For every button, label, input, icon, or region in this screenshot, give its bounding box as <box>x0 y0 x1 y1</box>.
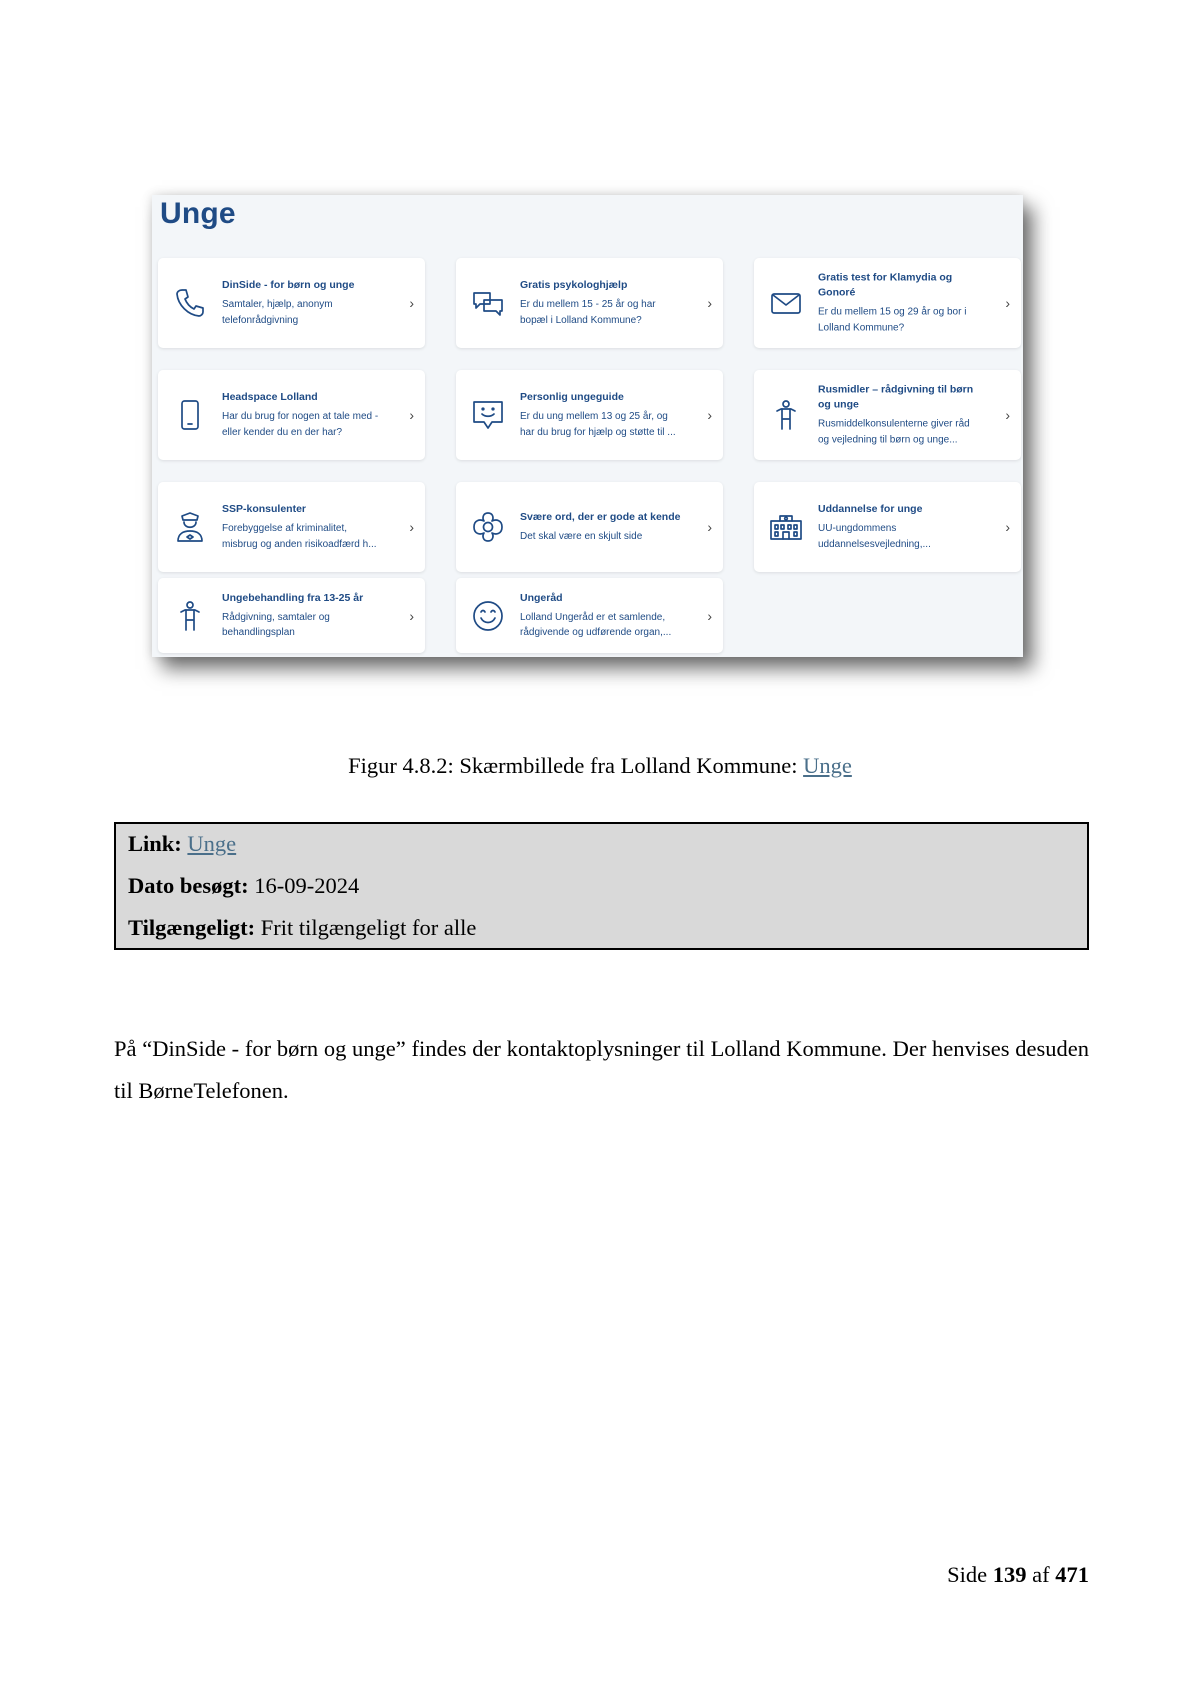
card-description: Er du mellem 15 - 25 år og har <box>520 299 656 310</box>
card-title: og unge <box>818 398 859 411</box>
page-prefix: Side <box>947 1562 988 1587</box>
chevron-right-icon: › <box>1005 295 1010 311</box>
card-uddannelse[interactable] <box>754 482 1021 572</box>
chevron-right-icon: › <box>1005 407 1010 423</box>
chevron-right-icon: › <box>707 407 712 423</box>
card-description: Er du mellem 15 og 29 år og bor i <box>818 306 967 318</box>
card-klamydia-test[interactable] <box>754 258 1021 348</box>
card-title: SSP-konsulenter <box>222 503 307 515</box>
smiley-icon <box>470 598 506 634</box>
card-description: rådgivende og udførende organ,... <box>520 627 672 638</box>
chevron-right-icon: › <box>707 607 712 624</box>
page-current: 139 <box>992 1562 1027 1587</box>
caption-text: Figur 4.8.2: Skærmbillede fra Lolland Kommune: <box>348 753 804 778</box>
flower-icon <box>470 509 506 545</box>
card-description: og vejledning til børn og unge... <box>818 434 958 445</box>
info-access-value: Frit tilgængeligt for alle <box>260 915 477 940</box>
info-date-value: 16-09-2024 <box>254 873 360 898</box>
person-icon <box>768 397 804 433</box>
officer-icon <box>172 509 208 545</box>
card-title: Gratis test for Klamydia og <box>818 271 953 284</box>
card-title: Ungebehandling fra 13-25 år <box>222 591 364 604</box>
card-title: Gratis psykologhjælp <box>520 279 628 291</box>
card-description: Samtaler, hjælp, anonym <box>222 299 333 310</box>
card-description: har du brug for hjælp og støtte til ... <box>520 426 676 438</box>
info-link-label: Link: <box>128 831 182 856</box>
envelope-icon <box>768 285 804 321</box>
website-screenshot <box>152 195 1023 657</box>
card-title: Personlig ungeguide <box>520 391 624 403</box>
card-dinside[interactable] <box>158 258 425 348</box>
page-number <box>947 1560 1089 1590</box>
card-ungebehandling[interactable] <box>158 578 425 653</box>
page-middle: af <box>1032 1562 1050 1587</box>
chevron-right-icon: › <box>707 519 712 535</box>
unge-heading: Unge <box>160 197 236 230</box>
card-svaere-ord[interactable] <box>456 482 723 572</box>
card-description: behandlingsplan <box>222 627 295 638</box>
card-description: Rådgivning, samtaler og <box>222 611 330 623</box>
source-info-box <box>114 822 1089 950</box>
card-title: Gonoré <box>818 286 856 299</box>
caption-link[interactable]: Unge <box>803 753 852 778</box>
smiley-chat-icon <box>470 397 506 433</box>
card-title: Svære ord, der er gode at kende <box>520 510 681 523</box>
card-title: Ungeråd <box>520 591 563 604</box>
card-description: misbrug og anden risikoadfærd h... <box>222 538 377 550</box>
phone-icon <box>172 285 208 321</box>
body-paragraph: På “DinSide - for børn og unge” findes der kontaktoplysninger til Lolland Kommune. Der henvises desuden til BørneTelefonen. <box>114 1036 1089 1103</box>
card-description: bopæl i Lolland Kommune? <box>520 314 642 326</box>
info-access-row <box>128 912 1075 954</box>
card-description: Lolland Kommune? <box>818 322 905 333</box>
chevron-right-icon: › <box>409 607 414 624</box>
school-building-icon <box>768 509 804 545</box>
card-description: Forebyggelse af kriminalitet, <box>222 523 348 534</box>
card-headspace[interactable] <box>158 370 425 460</box>
chevron-right-icon: › <box>707 295 712 311</box>
card-description: telefonrådgivning <box>222 314 299 326</box>
card-title: Headspace Lolland <box>222 391 318 403</box>
screenshot-figure <box>152 195 1023 657</box>
info-date-label: Dato besøgt: <box>128 873 249 898</box>
card-description: Det skal være en skjult side <box>520 530 643 542</box>
person-icon <box>172 598 208 634</box>
card-title: Rusmidler – rådgivning til børn <box>818 383 974 396</box>
mobile-phone-icon <box>172 397 208 433</box>
card-description: Har du brug for nogen at tale med - <box>222 411 379 422</box>
figure-caption <box>0 752 1200 780</box>
card-title: DinSide - for børn og unge <box>222 279 355 291</box>
card-ungeraad[interactable] <box>456 578 723 653</box>
info-date-row <box>128 870 1075 912</box>
chevron-right-icon: › <box>1005 519 1010 535</box>
card-description: UU-ungdommens <box>818 523 897 534</box>
chevron-right-icon: › <box>409 295 414 311</box>
chat-bubbles-icon <box>470 285 506 321</box>
card-rusmidler[interactable] <box>754 370 1021 460</box>
card-description: uddannelsesvejledning,... <box>818 538 931 550</box>
chevron-right-icon: › <box>409 407 414 423</box>
card-title: Uddannelse for unge <box>818 503 923 515</box>
card-ssp[interactable] <box>158 482 425 572</box>
card-description: Lolland Ungeråd er et samlende, <box>520 611 666 623</box>
card-description: Rusmiddelkonsulenterne giver råd <box>818 418 970 430</box>
info-link-row <box>128 828 1075 870</box>
page-total: 471 <box>1055 1562 1089 1587</box>
card-psykologhjaelp[interactable] <box>456 258 723 348</box>
info-access-label: Tilgængeligt: <box>128 915 256 940</box>
chevron-right-icon: › <box>409 519 414 535</box>
card-description: Er du ung mellem 13 og 25 år, og <box>520 411 668 422</box>
card-description: eller kender du en der har? <box>222 426 343 438</box>
card-ungeguide[interactable] <box>456 370 723 460</box>
info-link[interactable]: Unge <box>187 831 237 856</box>
